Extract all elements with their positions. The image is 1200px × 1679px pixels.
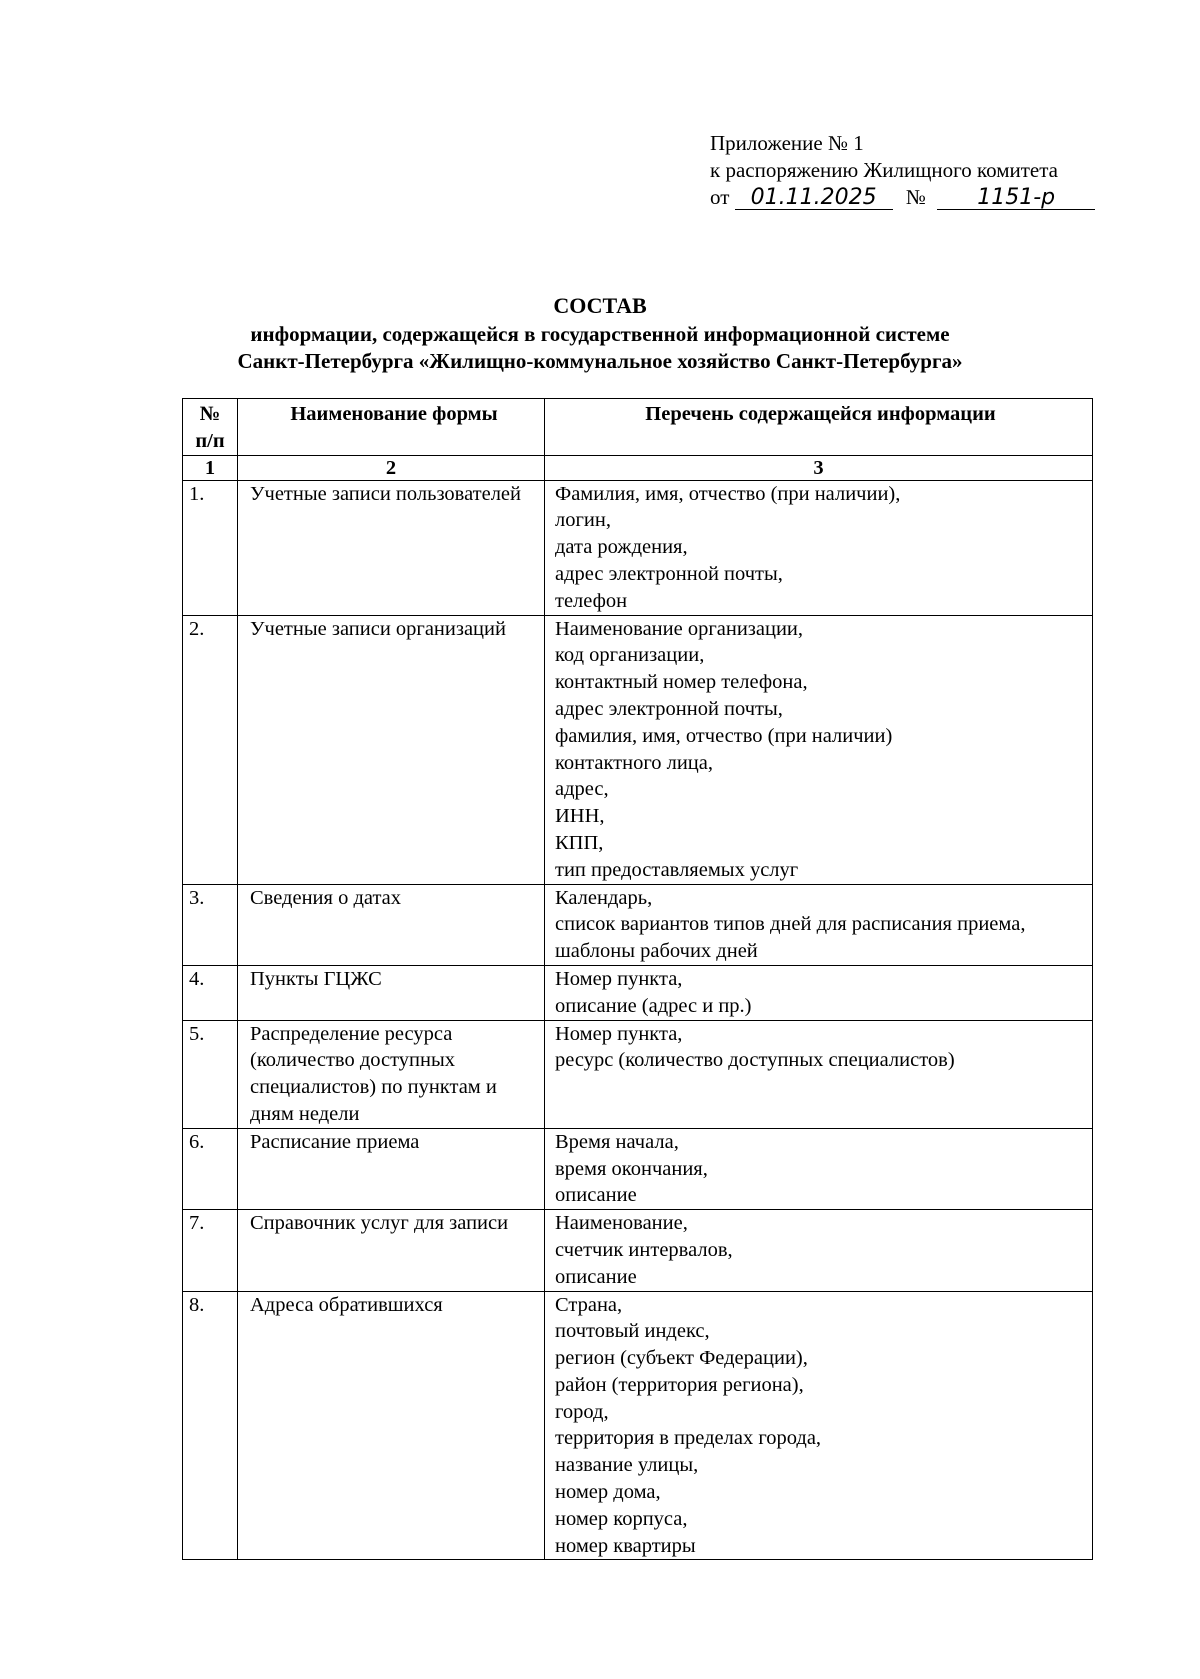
information-item: Календарь, <box>555 886 653 909</box>
form-name: Сведения о датах <box>238 884 545 965</box>
information-item: контактного лица, <box>555 751 713 774</box>
table-row <box>183 1291 1093 1560</box>
form-name: Учетные записи организаций <box>238 615 545 884</box>
information-item: адрес электронной почты, <box>555 562 783 585</box>
information-item: регион (субъект Федерации), <box>555 1347 808 1370</box>
information-item: номер корпуса, <box>555 1507 688 1530</box>
header-form-name: Наименование формы <box>238 399 545 456</box>
information-item: район (территория региона), <box>555 1373 804 1396</box>
information-item: территория в пределах города, <box>555 1427 822 1450</box>
document-subtitle-line-2: Санкт-Петербурга «Жилищно-коммунальное хозяйство Санкт-Петербурга» <box>237 349 963 373</box>
information-item: Время начала, <box>555 1130 679 1153</box>
appendix-block <box>710 130 1095 211</box>
row-number: 3. <box>183 884 238 965</box>
information-item: Наименование организации, <box>555 617 804 640</box>
information-item: время окончания, <box>555 1157 708 1180</box>
information-list <box>545 480 1093 615</box>
document-heading <box>0 292 1200 375</box>
form-name: Справочник услуг для записи <box>238 1210 545 1291</box>
document-subtitle-line-1: информации, содержащейся в государственной информационной системе <box>250 322 950 346</box>
header-information-list: Перечень содержащейся информации <box>545 399 1093 456</box>
information-item: логин, <box>555 509 611 532</box>
row-number: 7. <box>183 1210 238 1291</box>
header-number: № п/п <box>183 399 238 456</box>
table-row <box>183 884 1093 965</box>
information-item: шаблоны рабочих дней <box>555 940 758 963</box>
information-item: номер дома, <box>555 1481 661 1504</box>
information-item: описание (адрес и пр.) <box>555 994 752 1017</box>
form-name: Пункты ГЦЖС <box>238 965 545 1020</box>
information-item: код организации, <box>555 644 705 667</box>
document-title: СОСТАВ <box>553 293 647 318</box>
information-list <box>545 884 1093 965</box>
information-item: адрес электронной почты, <box>555 697 783 720</box>
information-item: счетчик интервалов, <box>555 1238 733 1261</box>
information-list <box>545 1128 1093 1209</box>
information-item: фамилия, имя, отчество (при наличии) <box>555 724 893 747</box>
row-number: 2. <box>183 615 238 884</box>
row-number: 6. <box>183 1128 238 1209</box>
information-item: Наименование, <box>555 1212 688 1235</box>
column-number-2: 2 <box>238 455 545 480</box>
information-list <box>545 1291 1093 1560</box>
row-number: 8. <box>183 1291 238 1560</box>
information-list <box>545 615 1093 884</box>
information-item: адрес, <box>555 778 609 801</box>
information-composition-table <box>182 398 1093 1560</box>
form-name: Распределение ресурса (количество доступных специалистов) по пунктам и дням недели <box>238 1020 545 1128</box>
table-row <box>183 615 1093 884</box>
information-item: город, <box>555 1400 609 1423</box>
form-name: Учетные записи пользователей <box>238 480 545 615</box>
table-row <box>183 480 1093 615</box>
table-row <box>183 1128 1093 1209</box>
table-row <box>183 1210 1093 1291</box>
information-item: дата рождения, <box>555 536 688 559</box>
information-item: ИНН, <box>555 805 605 828</box>
form-name: Адреса обратившихся <box>238 1291 545 1560</box>
handwritten-number: 1151-р <box>937 187 1095 210</box>
information-item: Номер пункта, <box>555 967 683 990</box>
from-prefix: от <box>710 185 730 209</box>
row-number: 5. <box>183 1020 238 1128</box>
information-item: описание <box>555 1184 637 1207</box>
information-item: телефон <box>555 589 628 612</box>
information-item: Номер пункта, <box>555 1022 683 1045</box>
information-list <box>545 1020 1093 1128</box>
information-item: контактный номер телефона, <box>555 671 808 694</box>
number-prefix: № <box>905 185 926 209</box>
appendix-title: Приложение № 1 <box>710 131 864 155</box>
information-item: номер квартиры <box>555 1534 696 1557</box>
information-list <box>545 965 1093 1020</box>
table-header-row <box>183 399 1093 456</box>
information-item: название улицы, <box>555 1454 699 1477</box>
appendix-order-reference: к распоряжению Жилищного комитета <box>710 158 1058 182</box>
information-item: описание <box>555 1265 637 1288</box>
form-name: Расписание приема <box>238 1128 545 1209</box>
column-number-row <box>183 455 1093 480</box>
information-item: тип предоставляемых услуг <box>555 858 799 881</box>
table-body <box>183 480 1093 1560</box>
appendix-date-number-line <box>710 184 1095 211</box>
information-item: Страна, <box>555 1293 623 1316</box>
information-item: КПП, <box>555 831 604 854</box>
column-number-3: 3 <box>545 455 1093 480</box>
information-list <box>545 1210 1093 1291</box>
information-item: почтовый индекс, <box>555 1320 710 1343</box>
information-item: ресурс (количество доступных специалистов) <box>555 1049 955 1072</box>
row-number: 4. <box>183 965 238 1020</box>
information-item: Фамилия, имя, отчество (при наличии), <box>555 482 901 505</box>
handwritten-date: 01.11.2025 <box>735 187 893 210</box>
information-item: список вариантов типов дней для расписания приема, <box>555 913 1026 936</box>
table-row <box>183 1020 1093 1128</box>
table-row <box>183 965 1093 1020</box>
column-number-1: 1 <box>183 455 238 480</box>
row-number: 1. <box>183 480 238 615</box>
